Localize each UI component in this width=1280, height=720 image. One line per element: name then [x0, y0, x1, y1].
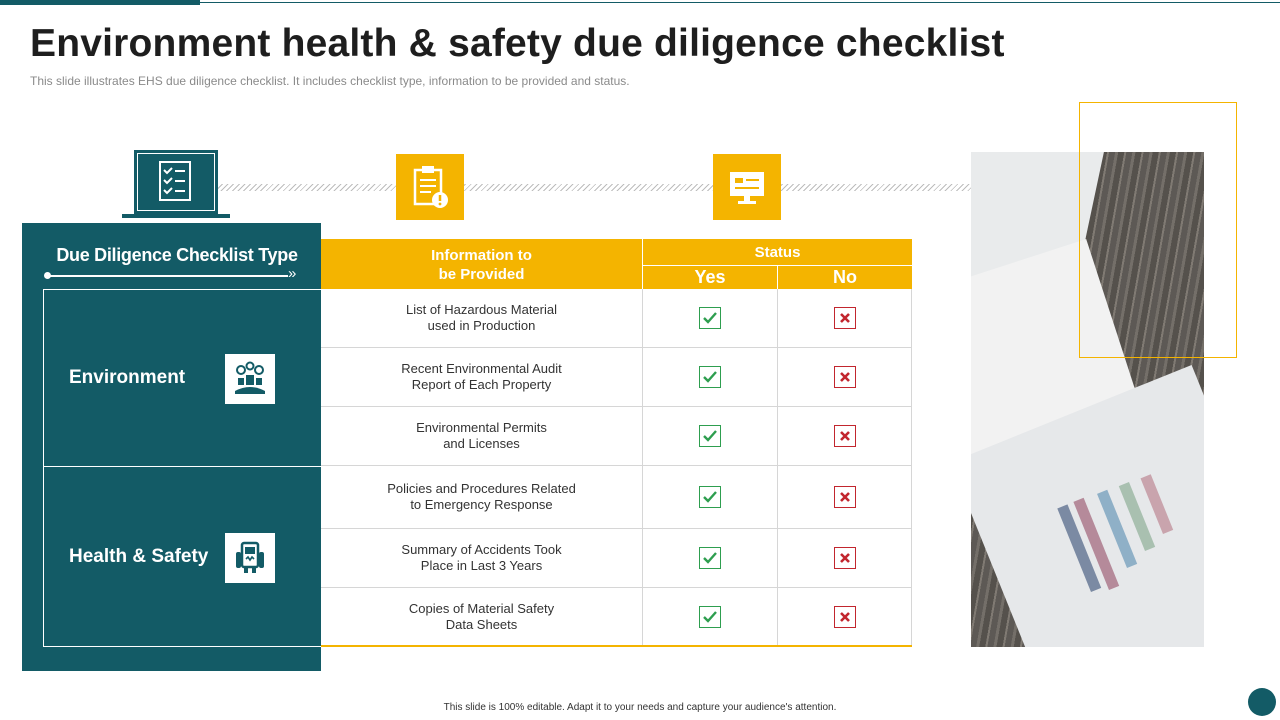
check-icon [702, 610, 718, 624]
info-line: Copies of Material Safety [408, 600, 555, 616]
yes-checkbox[interactable] [699, 307, 721, 329]
category-label: Environment [69, 367, 186, 388]
yes-checkbox[interactable] [699, 547, 721, 569]
status-yes-cell [642, 466, 777, 528]
status-no-cell [777, 289, 912, 347]
panel-title-underline [48, 275, 288, 277]
check-icon [702, 429, 718, 443]
no-checkbox[interactable] [834, 547, 856, 569]
table-row [321, 348, 912, 407]
table-row [321, 529, 912, 588]
info-line: Environmental Permits [416, 420, 547, 435]
info-cell [321, 529, 642, 587]
no-checkbox[interactable] [834, 307, 856, 329]
info-line: Report of Each Property [411, 377, 552, 392]
slide-subtitle: This slide illustrates EHS due diligence checklist. It includes checklist type, information to be provided and status. [30, 74, 630, 88]
table-row [321, 466, 912, 529]
clipboard-alert-icon [396, 154, 464, 220]
table-row [321, 588, 912, 647]
checklist-type-panel [22, 223, 321, 671]
environment-icon [225, 354, 275, 404]
status-yes-cell [642, 529, 777, 587]
info-cell [321, 466, 642, 528]
check-icon [702, 370, 718, 384]
no-checkbox[interactable] [834, 425, 856, 447]
header-yes: Yes [642, 266, 777, 289]
table-row [321, 407, 912, 466]
no-checkbox[interactable] [834, 486, 856, 508]
category-environment [43, 289, 325, 467]
check-icon [702, 311, 718, 325]
icon-connector-line [216, 184, 1044, 191]
slide-title: Environment health & safety due diligence checklist [30, 22, 1005, 65]
top-accent-bar [0, 0, 200, 5]
info-cell [321, 348, 642, 406]
info-line: used in Production [427, 318, 536, 333]
check-icon [702, 551, 718, 565]
double-chevron-icon: » [288, 265, 297, 282]
status-no-cell [777, 529, 912, 587]
header-information: Information to be Provided [321, 239, 642, 289]
status-yes-cell [642, 289, 777, 347]
yes-checkbox[interactable] [699, 425, 721, 447]
info-cell [321, 588, 642, 645]
cross-icon [839, 371, 851, 383]
status-no-cell [777, 588, 912, 645]
check-icon [702, 490, 718, 504]
info-line: to Emergency Response [410, 497, 553, 512]
status-yes-cell [642, 588, 777, 645]
info-line: and Licenses [443, 436, 520, 451]
status-no-cell [777, 407, 912, 465]
yes-checkbox[interactable] [699, 366, 721, 388]
header-status: Status [642, 239, 912, 266]
panel-title: Due Diligence Checklist Type [56, 245, 298, 265]
health-safety-icon [225, 533, 275, 583]
yes-checkbox[interactable] [699, 486, 721, 508]
info-cell [321, 407, 642, 465]
info-line: List of Hazardous Material [405, 302, 557, 317]
photo-accent-frame [1079, 102, 1237, 358]
corner-dot [1248, 688, 1276, 716]
no-checkbox[interactable] [834, 366, 856, 388]
cross-icon [839, 611, 851, 623]
cross-icon [839, 312, 851, 324]
no-checkbox[interactable] [834, 606, 856, 628]
status-yes-cell [642, 407, 777, 465]
top-rule [200, 2, 1280, 3]
slide-footer: This slide is 100% editable. Adapt it to your needs and capture your audience's attention. [443, 702, 837, 713]
category-health-safety [43, 466, 325, 647]
info-line: Policies and Procedures Related [387, 481, 576, 496]
category-label: Health & Safety [69, 546, 209, 567]
info-line: Summary of Accidents Took [401, 542, 562, 557]
cross-icon [839, 430, 851, 442]
table-row [321, 289, 912, 348]
monitor-icon [713, 154, 781, 220]
checklist-laptop-icon [122, 150, 230, 218]
cross-icon [839, 491, 851, 503]
info-cell [321, 289, 642, 347]
info-line: Place in Last 3 Years [420, 558, 543, 573]
status-yes-cell [642, 348, 777, 406]
status-no-cell [777, 466, 912, 528]
yes-checkbox[interactable] [699, 606, 721, 628]
header-no: No [777, 266, 912, 289]
status-no-cell [777, 348, 912, 406]
info-line: Recent Environmental Audit [401, 361, 562, 376]
info-line: Data Sheets [445, 616, 518, 632]
cross-icon [839, 552, 851, 564]
